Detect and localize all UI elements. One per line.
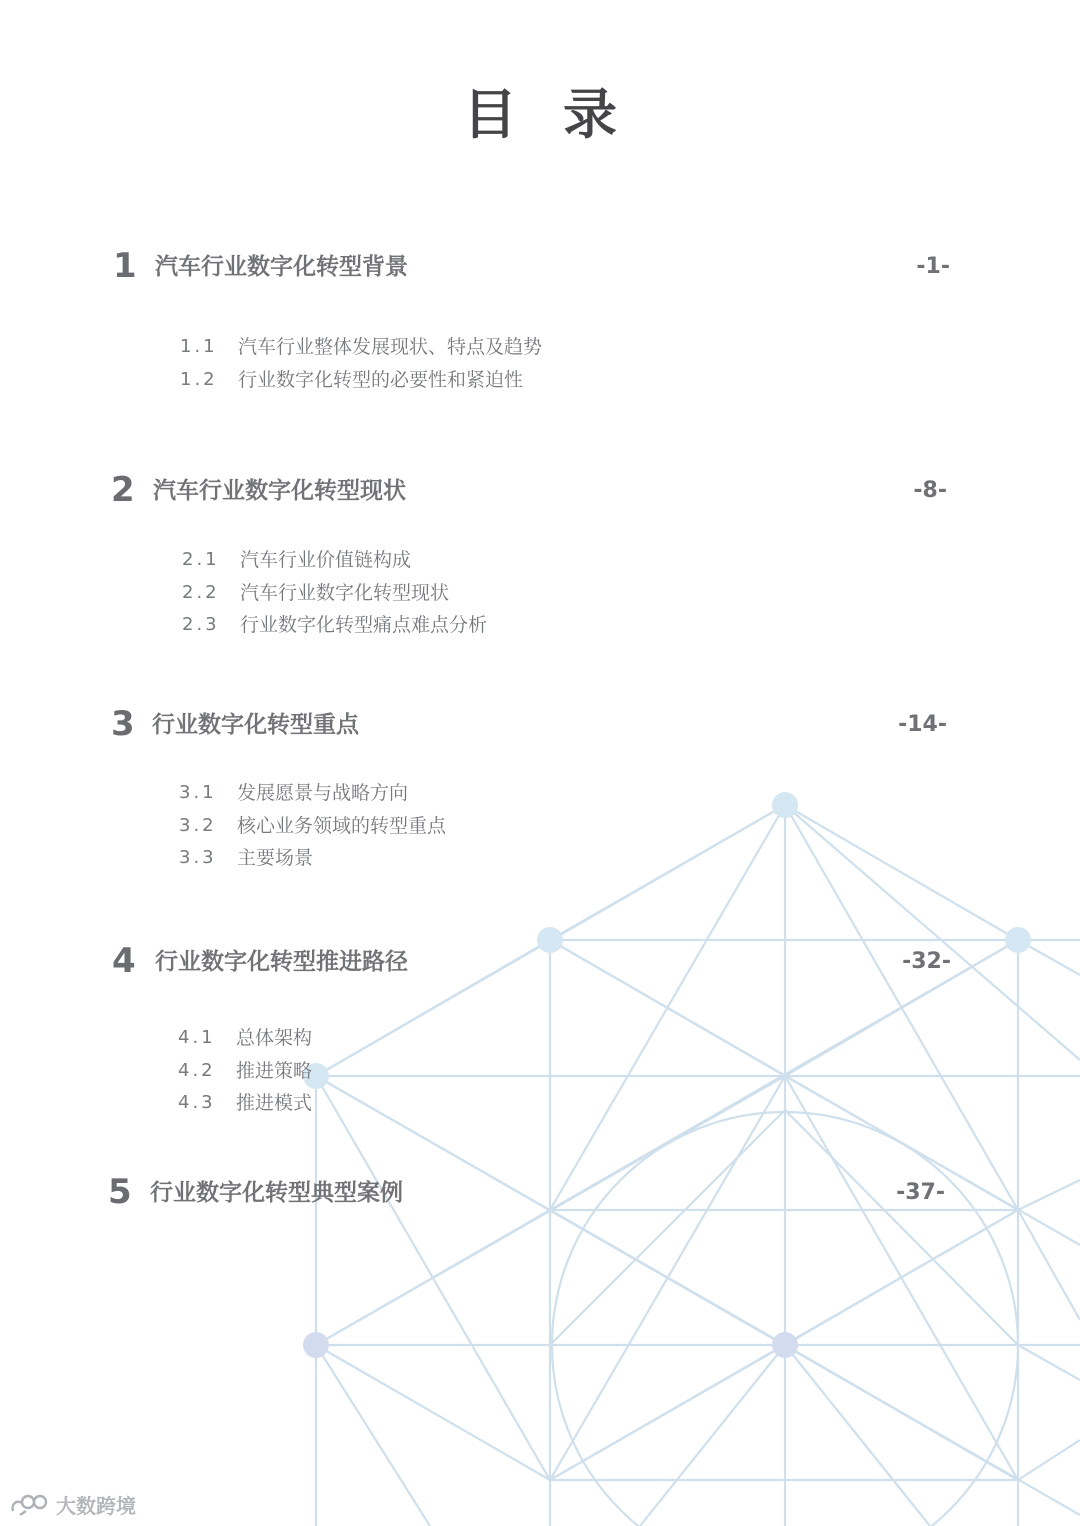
toc-subsection-list-3	[0, 777, 1080, 875]
subsection-label: 行业数字化转型痛点难点分析	[240, 614, 488, 636]
subsection-label: 行业数字化转型的必要性和紧迫性	[238, 368, 524, 391]
toc-subsection-list-2	[0, 544, 1080, 642]
toc-subsection-list-1	[0, 331, 1080, 396]
subsection-label: 发展愿景与战略方向	[237, 782, 409, 804]
section-page-number: -1-	[916, 254, 950, 279]
section-page-number: -37-	[896, 1180, 945, 1205]
watermark-text: 大数跨境	[56, 1493, 136, 1518]
section-title: 汽车行业数字化转型现状	[153, 478, 406, 504]
subsection-number: 3.1	[179, 782, 217, 803]
section-number: 1	[113, 246, 137, 286]
watermark	[10, 1489, 136, 1519]
subsection-number: 4.2	[178, 1059, 216, 1081]
toc-subsection-item[interactable]	[0, 842, 1080, 875]
toc-subsection-item[interactable]	[0, 777, 1080, 810]
subsection-label: 推进策略	[236, 1059, 313, 1082]
toc-subsection-item[interactable]	[0, 544, 1080, 577]
subsection-number: 4.3	[178, 1092, 216, 1113]
subsection-label: 主要场景	[237, 847, 314, 869]
toc-section-heading[interactable]	[0, 1166, 1080, 1218]
toc-subsection-item[interactable]	[0, 810, 1080, 843]
section-number: 5	[108, 1172, 132, 1212]
toc-subsection-item[interactable]	[0, 577, 1080, 610]
toc-subsection-item[interactable]	[0, 1087, 1080, 1120]
subsection-number: 3.3	[179, 847, 217, 868]
section-page-number: -8-	[913, 478, 947, 503]
toc-section-5	[0, 1166, 1080, 1218]
subsection-number: 2.1	[182, 549, 220, 570]
subsection-label: 汽车行业价值链构成	[240, 549, 412, 571]
subsection-number: 4.1	[178, 1027, 216, 1048]
toc-subsection-item[interactable]	[0, 364, 1080, 397]
section-title: 汽车行业数字化转型背景	[155, 254, 408, 280]
section-page-number: -14-	[898, 712, 947, 737]
section-page-number: -32-	[902, 949, 951, 974]
toc-section-1	[0, 240, 1080, 292]
toc-section-4	[0, 935, 1080, 987]
section-title: 行业数字化转型重点	[152, 712, 359, 738]
toc-section-3	[0, 698, 1080, 750]
subsection-number: 2.3	[182, 614, 220, 635]
subsection-label: 推进模式	[236, 1092, 313, 1114]
page-title-char-1: 目	[463, 83, 517, 146]
section-number: 4	[112, 941, 136, 981]
section-number: 3	[111, 704, 135, 744]
toc-subsection-item[interactable]	[0, 1055, 1080, 1088]
toc-subsection-list-4	[0, 1022, 1080, 1120]
subsection-label: 汽车行业数字化转型现状	[240, 581, 450, 604]
subsection-label: 核心业务领域的转型重点	[237, 814, 447, 837]
subsection-label: 汽车行业整体发展现状、特点及趋势	[238, 336, 543, 358]
toc-subsection-item[interactable]	[0, 331, 1080, 364]
toc-section-heading[interactable]	[0, 464, 1080, 516]
subsection-number: 1.1	[180, 336, 218, 357]
subsection-number: 3.2	[179, 814, 217, 836]
page-title	[0, 72, 1080, 149]
subsection-label: 总体架构	[236, 1027, 313, 1049]
toc-section-heading[interactable]	[0, 935, 1080, 987]
toc-subsection-item[interactable]	[0, 1022, 1080, 1055]
section-number: 2	[111, 470, 135, 510]
section-title: 行业数字化转型推进路径	[155, 949, 408, 975]
toc-section-2	[0, 464, 1080, 516]
brand-logo-icon	[10, 1491, 52, 1517]
section-title: 行业数字化转型典型案例	[150, 1180, 403, 1206]
subsection-number: 1.2	[180, 368, 218, 390]
subsection-number: 2.2	[182, 581, 220, 603]
toc-section-heading[interactable]	[0, 698, 1080, 750]
page-title-char-2: 录	[563, 83, 617, 146]
toc-section-heading[interactable]	[0, 240, 1080, 292]
toc-subsection-item[interactable]	[0, 609, 1080, 642]
